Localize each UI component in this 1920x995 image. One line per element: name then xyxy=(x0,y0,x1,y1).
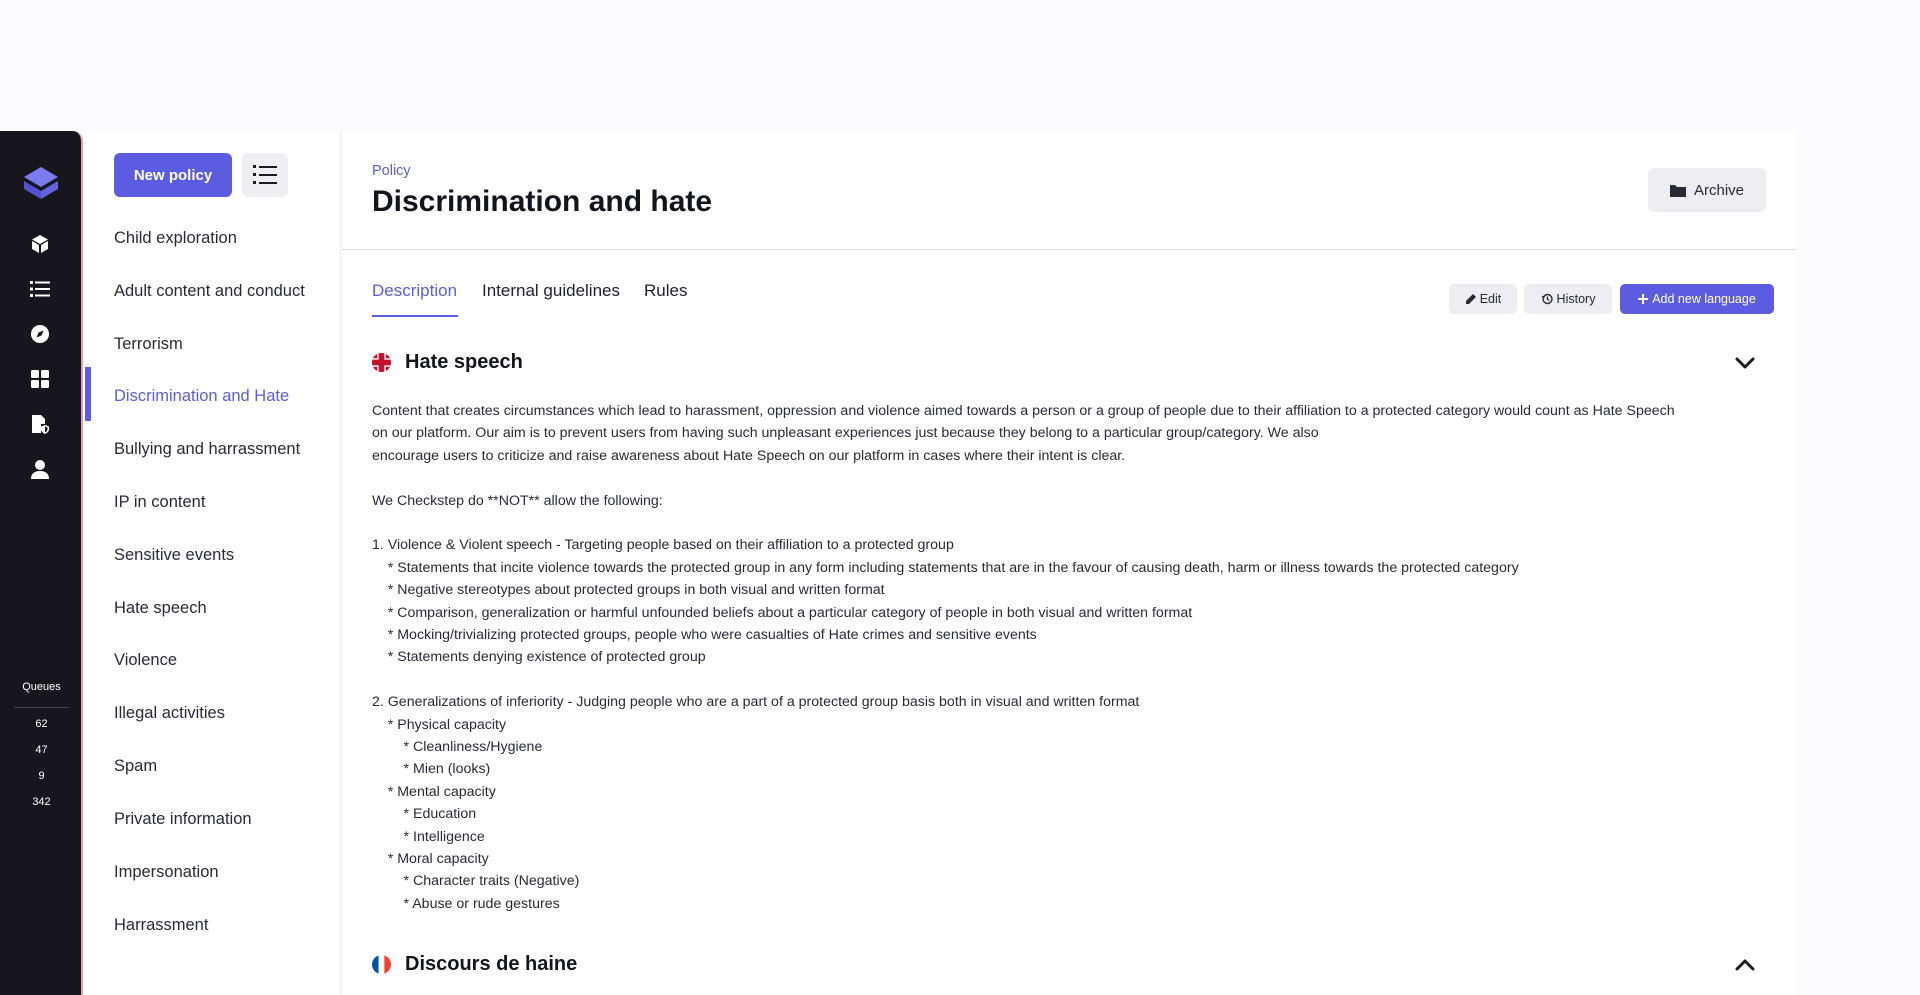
body-line: * Mocking/trivializing protected groups, people who were casualties of Hate crimes and sensitive events xyxy=(372,627,1037,644)
tab-internal-guidelines[interactable]: Internal guidelines xyxy=(482,281,620,300)
body-line: * Mental capacity xyxy=(372,783,496,800)
archive-label: Archive xyxy=(1693,181,1745,199)
body-line: * Abuse or rude gestures xyxy=(372,895,560,912)
policy-item[interactable]: Illegal activities xyxy=(114,704,225,722)
body-line: We Checkstep do **NOT** allow the following: xyxy=(372,492,663,509)
section-header[interactable] xyxy=(372,351,523,374)
body-line: * Statements denying existence of protected group xyxy=(372,649,706,666)
app-logo-icon[interactable] xyxy=(20,161,62,203)
policy-item[interactable]: Hate speech xyxy=(114,599,207,617)
section-title: Discours de haine xyxy=(405,953,578,975)
body-line: * Moral capacity xyxy=(372,851,489,868)
user-icon[interactable] xyxy=(29,458,51,480)
breadcrumb[interactable]: Policy xyxy=(372,163,411,179)
dashboard-grid-icon[interactable] xyxy=(29,368,51,390)
policy-item[interactable]: Harrassment xyxy=(114,916,209,934)
app-rail xyxy=(0,131,83,995)
body-line: * Negative stereotypes about protected groups in both visual and written format xyxy=(372,582,885,599)
body-line: Content that creates circumstances which lead to harassment, oppression and violence aimed towards a person or a group of people due to their affiliation to a protected category would count as Hate Speech xyxy=(372,403,1675,419)
queue-count[interactable]: 47 xyxy=(35,744,48,756)
policy-detail-panel xyxy=(342,131,1796,995)
body-line: 2. Generalizations of inferiority - Judging people who are a part of a protected group basis both in visual and written format xyxy=(372,694,1140,711)
active-tab-underline xyxy=(372,315,458,317)
queues-title: Queues xyxy=(22,681,61,693)
add-language-button[interactable] xyxy=(1620,284,1774,314)
paragraph-gap xyxy=(372,512,1772,534)
page-title: Discrimination and hate xyxy=(372,185,713,218)
chevron-down-icon[interactable] xyxy=(1734,352,1756,374)
new-policy-button[interactable]: New policy xyxy=(114,153,232,197)
tab-description[interactable]: Description xyxy=(372,281,458,300)
policy-item[interactable]: Violence xyxy=(114,651,177,669)
body-line: * Statements that incite violence towards the protected group in any form including statements that are in the favour of causing death, harm or illness towards the protected category xyxy=(372,559,1519,576)
body-line: 1. Violence & Violent speech - Targeting people based on their affiliation to a protected group xyxy=(372,537,954,554)
history-label: History xyxy=(1556,292,1596,306)
plus-icon xyxy=(1638,294,1648,304)
folder-icon xyxy=(1670,184,1686,197)
body-line: * Physical capacity xyxy=(372,716,507,733)
queue-count[interactable]: 342 xyxy=(32,796,51,808)
policy-list-panel xyxy=(85,131,341,995)
history-icon xyxy=(1541,293,1553,305)
edit-label: Edit xyxy=(1479,292,1502,306)
cube-icon[interactable] xyxy=(29,233,51,255)
paragraph-gap xyxy=(372,669,1772,691)
policy-item[interactable]: Adult content and conduct xyxy=(114,282,305,300)
france-flag-icon xyxy=(372,955,391,974)
page-header xyxy=(342,131,1796,250)
edit-button[interactable] xyxy=(1449,284,1517,314)
history-button[interactable] xyxy=(1524,284,1612,314)
queue-count[interactable]: 62 xyxy=(35,718,48,730)
chevron-up-icon[interactable] xyxy=(1734,954,1756,976)
policy-document-icon[interactable] xyxy=(29,413,51,435)
section-title: Hate speech xyxy=(405,351,523,373)
body-line: * Intelligence xyxy=(372,828,485,845)
policy-item[interactable]: Impersonation xyxy=(114,863,219,881)
compass-icon[interactable] xyxy=(29,323,51,345)
tab-rules[interactable]: Rules xyxy=(644,281,688,300)
numbered-list-icon xyxy=(253,164,277,186)
list-view-button[interactable] xyxy=(242,153,288,197)
policy-item[interactable]: Child exploration xyxy=(114,229,237,247)
uk-flag-icon xyxy=(372,353,391,372)
queue-count[interactable]: 9 xyxy=(38,770,45,782)
body-line: * Education xyxy=(372,806,477,823)
paragraph-gap xyxy=(372,467,1772,489)
policy-item[interactable]: Terrorism xyxy=(114,335,183,353)
policy-item[interactable]: Spam xyxy=(114,757,158,775)
list-icon[interactable] xyxy=(29,278,51,300)
archive-button[interactable] xyxy=(1648,168,1766,212)
pencil-icon xyxy=(1465,294,1476,305)
active-policy-indicator xyxy=(85,367,91,421)
add-language-label: Add new language xyxy=(1652,292,1756,306)
policy-item[interactable]: IP in content xyxy=(114,493,206,511)
body-line: encourage users to criticize and raise awareness about Hate Speech on our platform in cases where their intent is clear. xyxy=(372,447,1126,464)
policy-item[interactable]: Sensitive events xyxy=(114,546,235,564)
body-line: * Character traits (Negative) xyxy=(372,873,580,890)
policy-item-active[interactable]: Discrimination and Hate xyxy=(114,387,290,405)
section-header[interactable] xyxy=(372,953,577,976)
policy-item[interactable]: Bullying and harrassment xyxy=(114,440,301,458)
section-body xyxy=(372,400,1772,915)
body-line: on our platform. Our aim is to prevent users from having such unpleasant experiences just because they belong to a particular group/category. We also xyxy=(372,425,1319,442)
policy-item[interactable]: Private information xyxy=(114,810,252,828)
body-line: * Comparison, generalization or harmful unfounded beliefs about a particular category of people in both visual and written format xyxy=(372,604,1193,621)
body-line: * Mien (looks) xyxy=(372,761,491,778)
body-line: * Cleanliness/Hygiene xyxy=(372,739,543,756)
queues-divider xyxy=(14,707,69,708)
